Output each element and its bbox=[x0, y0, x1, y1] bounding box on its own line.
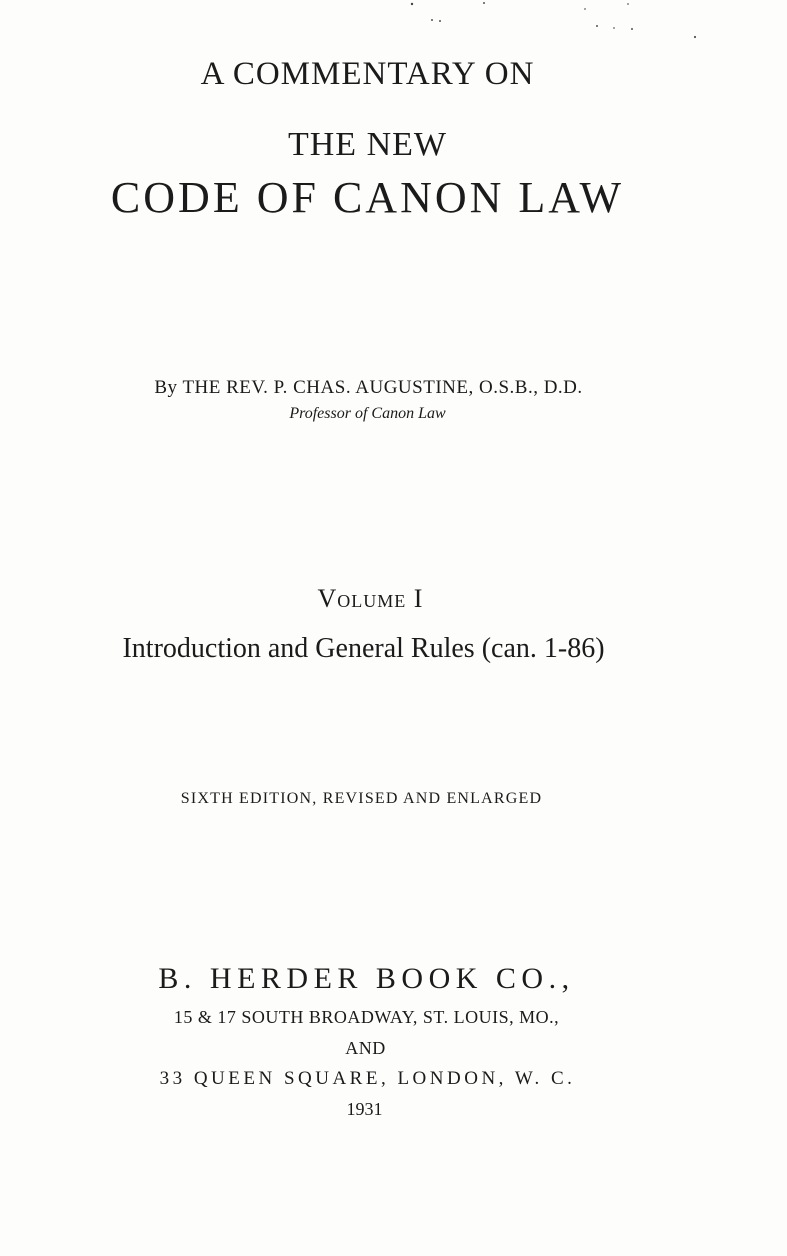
publication-year: 1931 bbox=[346, 1099, 383, 1119]
publisher-address-st-louis: 15 & 17 SOUTH BROADWAY, ST. LOUIS, MO., bbox=[173, 1007, 560, 1027]
title-line-3: CODE OF CANON LAW bbox=[110, 173, 625, 222]
title-line-2: THE NEW bbox=[287, 126, 447, 163]
publisher-address-and: AND bbox=[345, 1038, 386, 1058]
title-line-1: A COMMENTARY ON bbox=[200, 56, 535, 92]
volume-subtitle: Introduction and General Rules (can. 1-86) bbox=[122, 633, 605, 664]
author-name: By THE REV. P. CHAS. AUGUSTINE, O.S.B., D.D. bbox=[154, 377, 583, 398]
volume-label: Volume I bbox=[317, 584, 424, 613]
author-role: Professor of Canon Law bbox=[289, 405, 446, 422]
publisher-name: B. HERDER BOOK CO., bbox=[158, 962, 575, 995]
publisher-address-london: 33 QUEEN SQUARE, LONDON, W. C. bbox=[159, 1068, 576, 1089]
scan-specks bbox=[0, 0, 787, 60]
edition-note: SIXTH EDITION, REVISED AND ENLARGED bbox=[180, 790, 543, 807]
